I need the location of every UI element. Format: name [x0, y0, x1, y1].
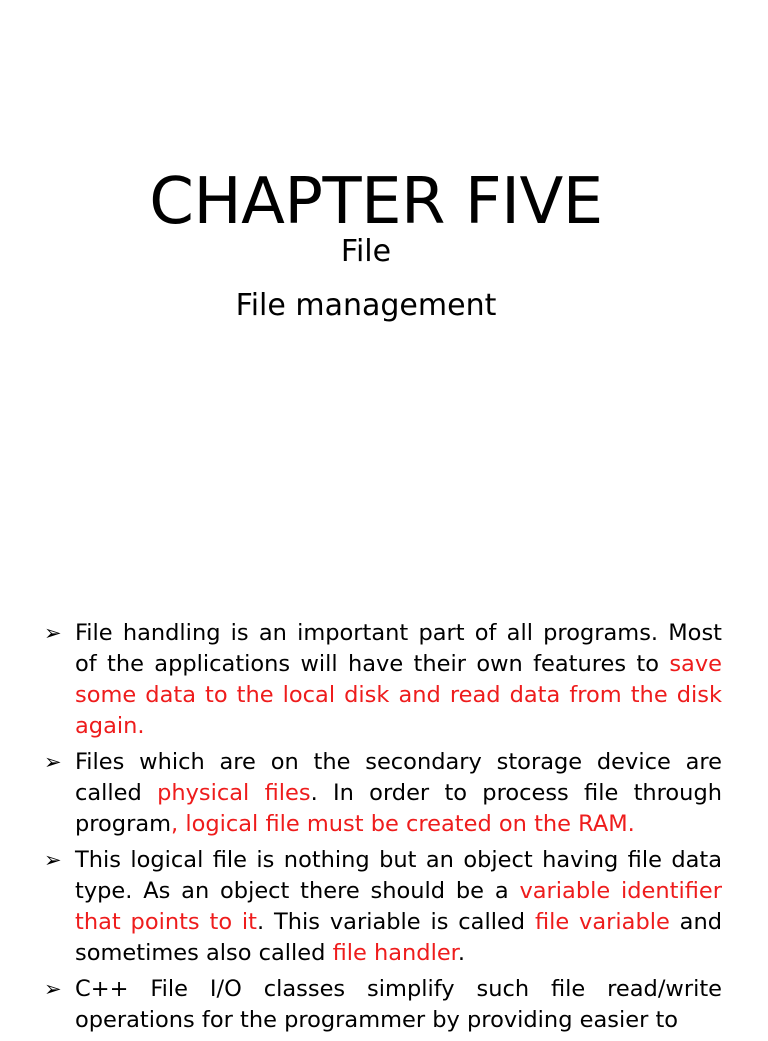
slide-title: CHAPTER FIVE [149, 164, 603, 239]
arrowhead-bullet-icon: ➢ [44, 848, 62, 872]
subtitle-file: File [340, 234, 392, 269]
bullet-text-segment: Files which are on the secondary storage device are called [75, 749, 722, 806]
bullet-text-segment: . [457, 940, 466, 966]
arrowhead-bullet-icon: ➢ [44, 621, 62, 645]
bullet-text-segment: This logical file is nothing but an object having file data type. As an object there should be a [75, 847, 722, 904]
bullet-text-segment: C++ File I/O classes simplify such file read/write operations for the programmer by providing easier to [75, 976, 722, 1033]
bullet-item [44, 845, 722, 969]
arrowhead-bullet-icon: ➢ [44, 977, 62, 1001]
bullet-text-highlight: file variable [534, 909, 670, 935]
bullet-item [44, 618, 722, 742]
bullet-text-highlight: save some data to the local disk and read data from the disk again. [75, 651, 722, 739]
subtitle-file-management: File management [235, 288, 497, 323]
bullet-text-segment: . In order to process file through program [75, 780, 722, 837]
arrowhead-bullet-icon: ➢ [44, 750, 62, 774]
bullet-item [44, 974, 722, 1036]
bullet-list [44, 618, 722, 1041]
bullet-text-segment: and sometimes also called [75, 909, 723, 966]
bullet-text-highlight: file handler [332, 940, 458, 966]
bullet-item [44, 747, 722, 840]
bullet-text-segment: File handling is an important part of all programs. Most of the applications will have their own features to [75, 620, 722, 677]
bullet-text-highlight: physical files [157, 780, 311, 806]
bullet-text-highlight: , logical file must be created on the RAM. [171, 811, 635, 837]
bullet-text-segment: . This variable is called [257, 909, 535, 935]
bullet-text-highlight: variable identifier that points to it [75, 878, 722, 935]
